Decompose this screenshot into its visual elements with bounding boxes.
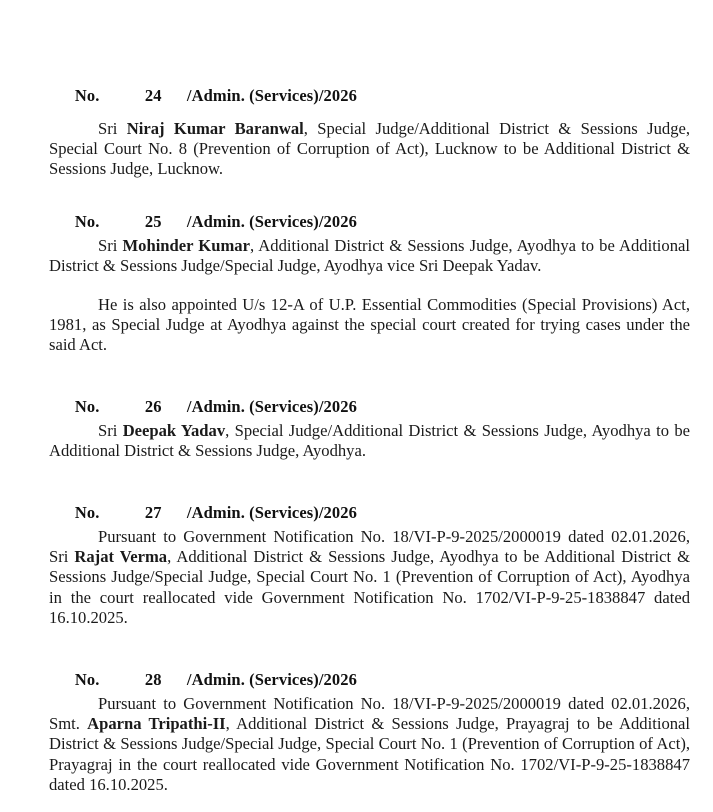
order-number: 25 <box>144 212 162 231</box>
order-paragraph <box>49 694 690 795</box>
order-no-label: No. <box>74 670 100 689</box>
order-number: 27 <box>144 503 162 522</box>
order-number: 24 <box>144 86 162 105</box>
order-number: 26 <box>144 397 162 416</box>
order-suffix: /Admin. (Services)/2026 <box>186 397 357 416</box>
para-text: Sri <box>98 236 123 255</box>
order-no-label: No. <box>74 397 100 416</box>
officer-name: Deepak Yadav <box>122 421 226 440</box>
order-paragraph <box>49 527 690 628</box>
officer-name: Niraj Kumar Baranwal <box>126 119 304 138</box>
order-no-label: No. <box>74 86 100 105</box>
order-suffix: /Admin. (Services)/2026 <box>186 670 357 689</box>
para-text: Pursuant to Government Notification No. 18/VI-P-9-2025/2000019 dated 02.01.2026, Smt. <box>49 694 690 734</box>
order-suffix: /Admin. (Services)/2026 <box>186 212 357 231</box>
order-paragraph <box>49 119 690 180</box>
order-suffix: /Admin. (Services)/2026 <box>186 86 357 105</box>
order-header-24 <box>58 66 357 126</box>
para-text: He is also appointed U/s 12-A of U.P. Essential Commodities (Special Provisions) Act, 1981, as Special Judge at Ayodhya against the special court created for trying cases under the said Act. <box>49 295 690 355</box>
order-paragraph <box>49 236 690 276</box>
para-text: Sri <box>98 119 127 138</box>
order-no-label: No. <box>74 212 100 231</box>
officer-name: Aparna Tripathi-II <box>87 714 226 734</box>
officer-name: Rajat Verma <box>74 547 168 567</box>
para-text: Sri <box>98 421 123 440</box>
officer-name: Mohinder Kumar <box>122 236 250 255</box>
para-text: , Special Judge/Additional District & Sessions Judge, Special Court No. 8 (Prevention of Corruption of Act), Lucknow to be Additional District & Sessions Judge, Lucknow. <box>49 119 690 179</box>
order-paragraph <box>49 295 690 356</box>
para-text: , Additional District & Sessions Judge, Ayodhya to be Additional District & Sessions Judge/Special Judge, Special Court No. 1 (Prevention of Corruption of Act), Ayodhya in the court reallocated vide Government Notification No. 1702/VI-P-9-25-1838847 dated 16.10.2025. <box>49 547 691 627</box>
para-text: Pursuant to Government Notification No. 18/VI-P-9-2025/2000019 dated 02.01.2026, Sri <box>49 527 690 567</box>
para-text: , Additional District & Sessions Judge, Ayodhya to be Additional District & Sessions Judge/Special Judge, Ayodhya vice Sri Deepak Yadav. <box>49 236 690 276</box>
order-suffix: /Admin. (Services)/2026 <box>186 503 357 522</box>
order-paragraph <box>49 421 690 461</box>
para-text: , Additional District & Sessions Judge, Prayagraj to be Additional District & Sessions Judge/Special Judge, Special Court No. 1 (Prevention of Corruption of Act), Prayagraj in the court reallocated vide Government Notification No. 1702/VI-P-9-25-1838847 dated 16.10.2025. <box>49 714 691 794</box>
order-no-label: No. <box>74 503 100 522</box>
order-number: 28 <box>144 670 162 689</box>
para-text: , Special Judge/Additional District & Sessions Judge, Ayodhya to be Additional District & Sessions Judge, Ayodhya. <box>49 421 690 461</box>
